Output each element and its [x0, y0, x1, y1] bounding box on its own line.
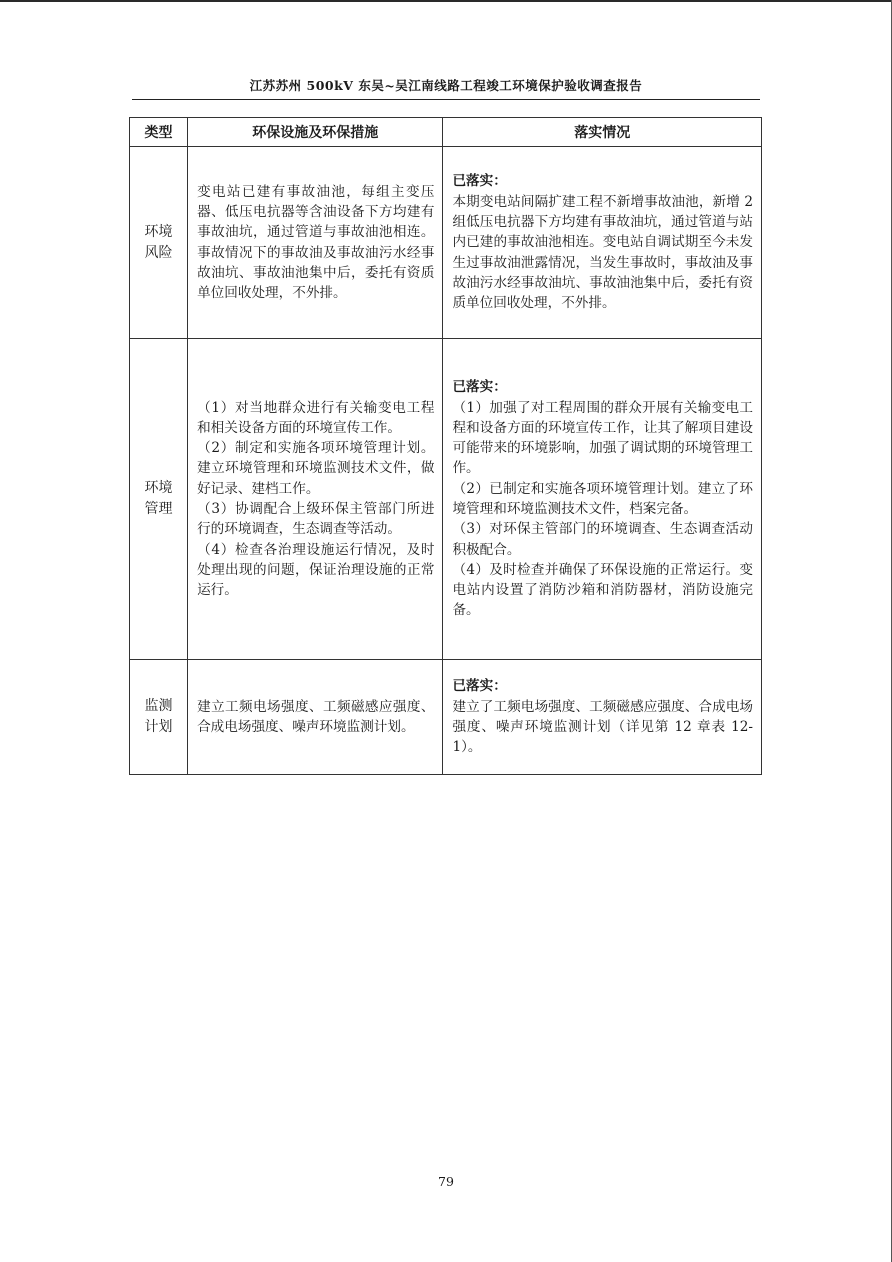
implementation-paragraph: （2）已制定和实施各项环境管理计划。建立了环境管理和环境监测技术文件，档案完备。 [452, 480, 753, 517]
measure-paragraph: 变电站已建有事故油池，每组主变压器、低压电抗器等含油设备下方均建有事故油坑，通过管道与事故油池相连。事故情况下的事故油及事故油污水经事故油坑、事故油池集中后，委托有资质单位回收处理，不外排。 [197, 183, 435, 302]
implementation-paragraph: （3）对环保主管部门的环境调查、生态调查活动积极配合。 [452, 521, 753, 558]
table-row-monitoring-plan [130, 660, 762, 775]
environmental-measures-table [129, 117, 762, 775]
measure-paragraph: （4）检查各治理设施运行情况，及时处理出现的问题，保证治理设施的正常运行。 [197, 541, 435, 599]
implementation-text [443, 171, 761, 313]
measures-cell [188, 147, 443, 339]
row-type-label: 环境 管理 [144, 480, 173, 517]
implementation-text [443, 676, 761, 757]
measure-paragraph: （2）制定和实施各项环境管理计划。建立环境管理和环境监测技术文件，做好记录、建档工作。 [197, 440, 435, 497]
measure-paragraph: （3）协调配合上级环保主管部门所进行的环境调查，生态调查等活动。 [197, 501, 435, 538]
implementation-status-label: 已落实： [452, 173, 507, 190]
implementation-text [443, 377, 761, 621]
implementation-paragraph: 本期变电站间隔扩建工程不新增事故油池，新增 2 组低压电抗器下方均建有事故油坑，通过管道与站内已建的事故油池相连。变电站自调试期至今未发生过事故油泄露情况，当发生事故时，事故油及事故油污水经事故油坑、事故油池集中后，委托有资质单位回收处理，不外排。 [452, 193, 753, 312]
page-number: 79 [438, 1174, 454, 1189]
measures-text [188, 398, 442, 601]
table-row-environmental-risk [130, 147, 762, 339]
table-row-environmental-management [130, 339, 762, 660]
row-type-label: 监测 计划 [144, 698, 173, 735]
column-header-measures: 环保设施及环保措施 [188, 118, 443, 147]
column-header-implementation: 落实情况 [443, 118, 762, 147]
row-type-label: 环境 风险 [144, 223, 173, 261]
row-type-cell [130, 660, 188, 775]
implementation-paragraph: 建立了工频电场强度、工频磁感应强度、合成电场强度、噪声环境监测计划（详见第 12 章表 12-1）。 [452, 698, 753, 756]
measure-paragraph: 建立工频电场强度、工频磁感应强度、合成电场强度、噪声环境监测计划。 [197, 698, 435, 735]
page-top-border [0, 0, 892, 2]
implementation-paragraph: （4）及时检查并确保了环保设施的正常运行。变电站内设置了消防沙箱和消防器材，消防设施完备。 [452, 561, 753, 619]
measures-cell [188, 660, 443, 775]
row-type-cell [130, 339, 188, 660]
implementation-cell [443, 147, 762, 339]
measure-paragraph: （1）对当地群众进行有关输变电工程和相关设备方面的环境宣传工作。 [197, 399, 435, 436]
measures-text [188, 697, 442, 738]
measures-text [188, 182, 442, 304]
header-divider [132, 99, 760, 100]
implementation-status-label: 已落实： [452, 678, 507, 695]
implementation-cell [443, 660, 762, 775]
implementation-status-label: 已落实： [452, 379, 507, 396]
measures-cell [188, 339, 443, 660]
implementation-paragraph: （1）加强了对工程周围的群众开展有关输变电工程和设备方面的环境宣传工作，让其了解项目建设可能带来的环境影响，加强了调试期的环境管理工作。 [452, 399, 753, 477]
implementation-cell [443, 339, 762, 660]
row-type-cell [130, 147, 188, 339]
table-header-row [130, 118, 762, 147]
report-header-title: 江苏苏州 500kV 东吴~吴江南线路工程竣工环境保护验收调查报告 [249, 78, 643, 93]
column-header-type: 类型 [130, 118, 188, 147]
